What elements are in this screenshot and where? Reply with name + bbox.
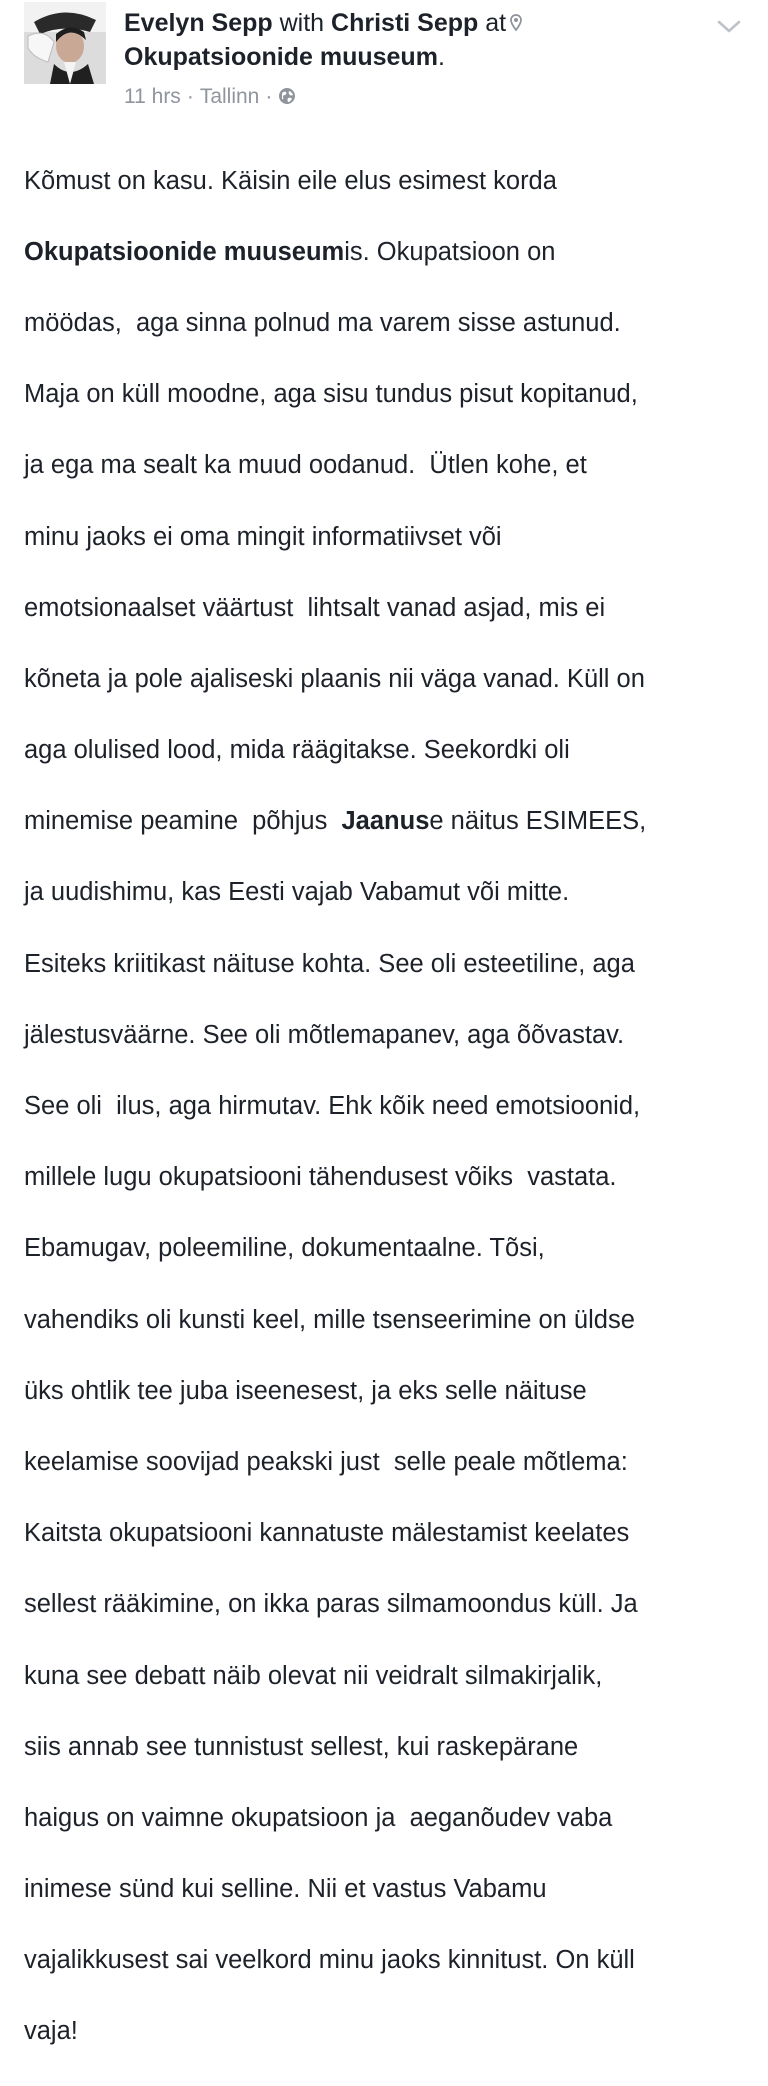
post-line: sellest rääkimine, on ikka paras silmamoondus küll. Ja <box>24 1590 638 1619</box>
meta-separator: · <box>265 85 273 108</box>
post-line: Ebamugav, poleemiline, dokumentaalne. Tõsi, <box>24 1234 545 1263</box>
post-line: Kaitsta okupatsiooni kannatuste mälestamist keelates <box>24 1519 630 1548</box>
post-line: emotsionaalset väärtust lihtsalt vanad asjad, mis ei <box>24 593 606 622</box>
post-text: is. Okupatsioon on <box>344 237 556 266</box>
place-link[interactable]: Okupatsioonide muuseum <box>124 43 438 71</box>
post-line: ja uudishimu, kas Eesti vajab Vabamut või mitte. <box>24 878 570 907</box>
post-line <box>24 804 752 840</box>
post-line: Esiteks kriitikast näituse kohta. See oli esteetiline, aga <box>24 949 635 978</box>
post-line: vajalikkusest sai veelkord minu jaoks kinnitust. On küll <box>24 1946 635 1975</box>
place-suffix: . <box>437 43 445 71</box>
place-mention[interactable]: Okupatsioonide muuseum <box>24 237 345 266</box>
meta-separator: · <box>186 85 194 108</box>
post-line: üks ohtlik tee juba iseenesest, ja eks selle näituse <box>24 1376 587 1405</box>
post-line: aga olulised lood, mida räägitakse. Seekordki oli <box>24 736 570 765</box>
post-meta <box>124 84 296 110</box>
post-line: keelamise soovijad peakski just selle peale mõtlema: <box>24 1447 628 1476</box>
post-line: Maja on küll moodne, aga sisu tundus pisut kopitanud, <box>24 380 638 409</box>
avatar[interactable] <box>24 2 106 84</box>
author-name[interactable]: Evelyn Sepp <box>124 9 273 37</box>
post-line: inimese sünd kui selline. Nii et vastus Vabamu <box>24 1875 547 1904</box>
post-line: vaja! <box>24 2017 78 2046</box>
at-text: at <box>485 9 507 37</box>
post-line: haigus on vaimne okupatsioon ja aeganõudev vaba <box>24 1803 613 1832</box>
post-line: millele lugu okupatsiooni tähendusest võiks vastata. <box>24 1163 617 1192</box>
post-line: See oli ilus, aga hirmutav. Ehk kõik need emotsioonid, <box>24 1092 641 1121</box>
post-line: minu jaoks ei oma mingit informatiivset või <box>24 522 502 551</box>
post-line: möödas, aga sinna polnud ma varem sisse astunud. <box>24 308 621 337</box>
post-line: jälestusväärne. See oli mõtlemapanev, aga õõvastav. <box>24 1020 625 1049</box>
post-line: ja ega ma sealt ka muud oodanud. Ütlen kohe, et <box>24 451 587 480</box>
post-line: vahendiks oli kunsti keel, mille tsenseerimine on üldse <box>24 1305 635 1334</box>
map-pin-icon <box>510 7 522 25</box>
avatar-image <box>24 2 106 84</box>
globe-icon[interactable] <box>278 86 296 104</box>
post-header <box>24 2 754 112</box>
post-line <box>24 235 752 271</box>
post-line: kuna see debatt näib olevat nii veidralt silmakirjalik, <box>24 1661 603 1690</box>
person-mention[interactable]: Jaanus <box>341 807 430 836</box>
post-text: e näitus ESIMEES, <box>429 807 647 836</box>
post-line: kõneta ja pole ajaliseski plaanis nii väga vanad. Küll on <box>24 664 645 693</box>
location-link[interactable]: Tallinn <box>199 85 260 108</box>
post-header-text <box>124 6 704 74</box>
timestamp[interactable]: 11 hrs <box>124 85 181 108</box>
chevron-down-icon[interactable] <box>716 18 742 36</box>
with-text: with <box>279 9 325 37</box>
post-text: minemise peamine põhjus <box>24 807 342 836</box>
post-body <box>24 128 752 2086</box>
post-line: siis annab see tunnistust sellest, kui raskepärane <box>24 1732 579 1761</box>
post-line: Kõmust on kasu. Käisin eile elus esimest korda <box>24 166 557 195</box>
tagged-person[interactable]: Christi Sepp <box>331 9 479 37</box>
